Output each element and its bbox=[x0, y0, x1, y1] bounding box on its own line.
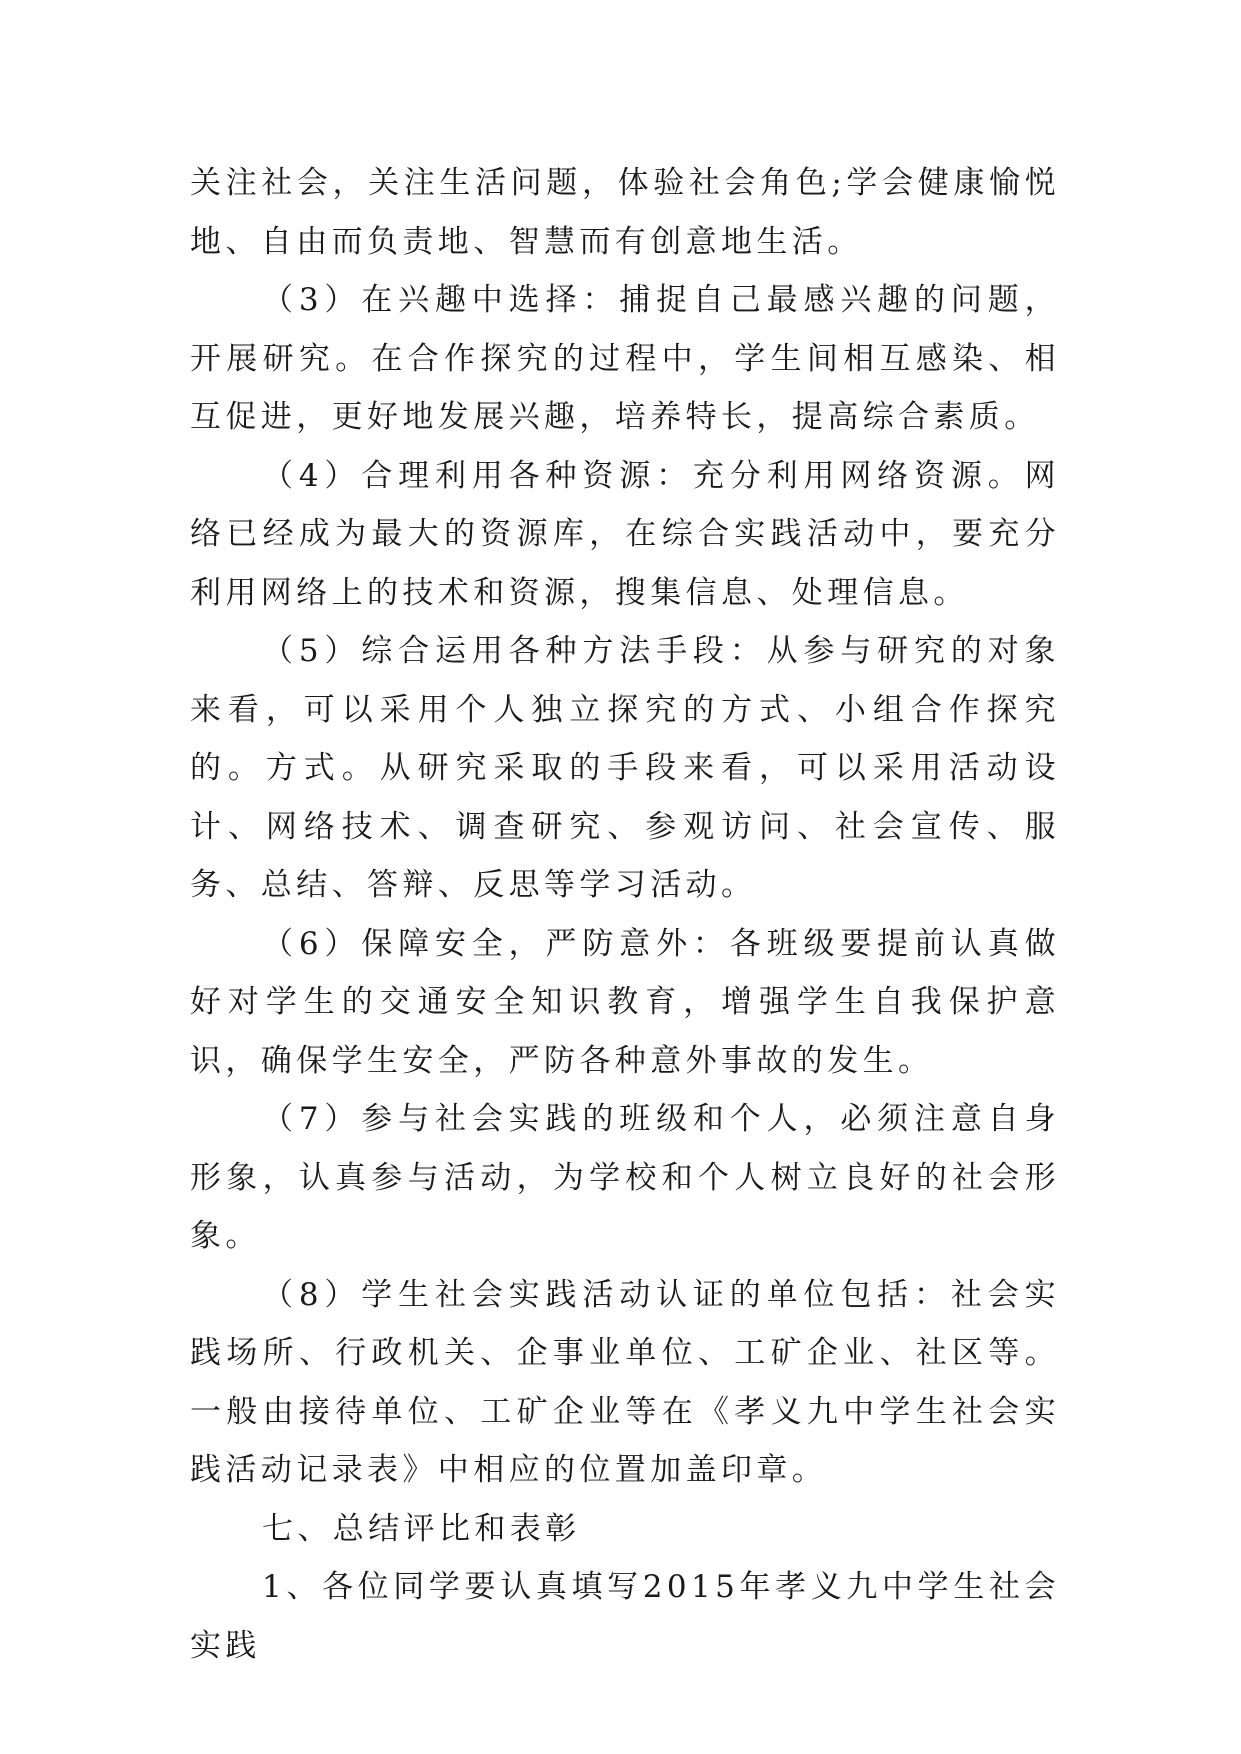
paragraph-item-4: （4）合理利用各种资源：充分利用网络资源。网络已经成为最大的资源库，在综合实践活动中，要充分利用网络上的技术和资源，搜集信息、处理信息。 bbox=[190, 457, 1060, 611]
paragraph-item-8: （8）学生社会实践活动认证的单位包括：社会实践场所、行政机关、企事业单位、工矿企业、社区等。一般由接待单位、工矿企业等在《孝义九中学生社会实践活动记录表》中相应的位置加盖印章。 bbox=[190, 1276, 1060, 1488]
paragraph-continuation: 关注社会，关注生活问题，体验社会角色;学会健康愉悦地、自由而负责地、智慧而有创意地生活。 bbox=[190, 165, 1060, 260]
paragraph-item-3: （3）在兴趣中选择：捕捉自己最感兴趣的问题，开展研究。在合作探究的过程中，学生间相互感染、相互促进，更好地发展兴趣，培养特长，提高综合素质。 bbox=[190, 282, 1060, 435]
paragraph-item-5: （5）综合运用各种方法手段：从参与研究的对象来看，可以采用个人独立探究的方式、小组合作探究的。方式。从研究采取的手段来看，可以采用活动设计、网络技术、调查研究、参观访问、社会宣传、服务、总结、答辩、反思等学习活动。 bbox=[190, 633, 1060, 903]
document-body bbox=[190, 154, 1060, 1675]
paragraph-section-item-1: 1、各位同学要认真填写2015年孝义九中学生社会实践 bbox=[190, 1569, 1060, 1664]
paragraph-item-6: （6）保障安全，严防意外：各班级要提前认真做好对学生的交通安全知识教育，增强学生自我保护意识，确保学生安全，严防各种意外事故的发生。 bbox=[190, 925, 1060, 1079]
section-heading: 七、总结评比和表彰 bbox=[262, 1510, 581, 1547]
paragraph-item-7: （7）参与社会实践的班级和个人，必须注意自身形象，认真参与活动，为学校和个人树立良好的社会形象。 bbox=[190, 1101, 1060, 1254]
